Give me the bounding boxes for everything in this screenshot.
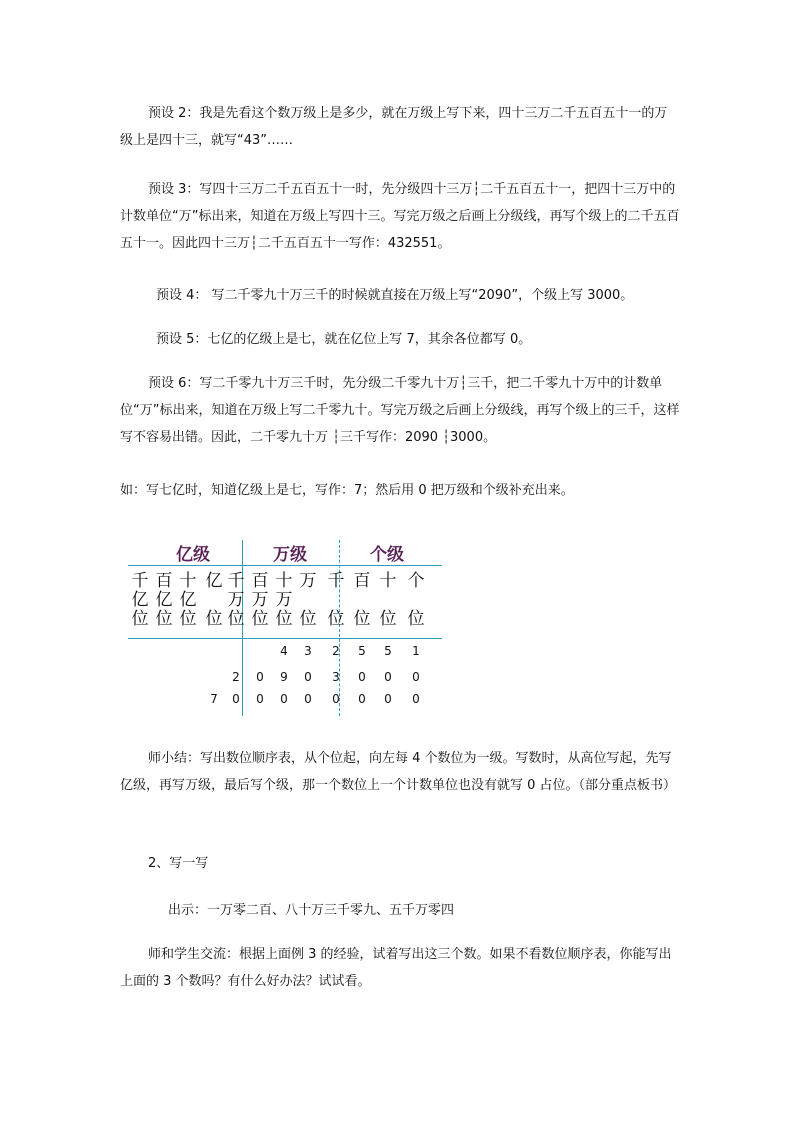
table-cell: 0	[256, 670, 264, 684]
top-rule	[128, 565, 442, 566]
table-cell: 0	[358, 692, 366, 706]
column-header: 个 位	[407, 571, 425, 629]
preset-3-paragraph: 预设 3：写四十三万二千五百五十一时，先分级四十三万┆二千五百五十一，把四十三万中的计数单位“万”标出来，知道在万级上写四十三。写完万级之后画上分级线，再写个级上的二千五百五十一。因此四十三万┆二千五百五十一写作：432551。	[120, 182, 680, 251]
table-cell: 2	[332, 644, 340, 658]
table-cell: 0	[232, 692, 240, 706]
level-wan-label: 万级	[273, 545, 307, 565]
table-cell: 0	[332, 692, 340, 706]
table-cell: 0	[304, 670, 312, 684]
table-cell: 0	[412, 692, 420, 706]
table-cell: 5	[384, 644, 392, 658]
show-paragraph: 出示：一万零二百、八十万三千零九、五千万零四	[168, 903, 455, 918]
level-ge-label: 个级	[370, 545, 404, 565]
table-cell: 0	[304, 692, 312, 706]
section-2-heading: 2、写一写	[148, 856, 209, 871]
column-header: 亿 位	[205, 571, 223, 629]
table-cell: 7	[210, 692, 218, 706]
column-header: 百 亿 位	[155, 571, 173, 629]
table-cell: 3	[332, 670, 340, 684]
column-header: 千 亿 位	[131, 571, 149, 629]
column-header: 百 位	[353, 571, 371, 629]
header-rule	[128, 638, 442, 639]
column-header: 百 万 位	[251, 571, 269, 629]
preset-2-paragraph: 预设 2：我是先看这个数万级上是多少，就在万级上写下来，四十三万二千五百五十一的万级上是四十三，就写“43”……	[120, 106, 668, 148]
table-cell: 3	[304, 644, 312, 658]
preset-6-paragraph: 预设 6：写二千零九十万三千时，先分级二千零九十万┆三千，把二千零九十万中的计数单位“万”标出来，知道在万级上写二千零九十。写完万级之后画上分级线，再写个级上的三千，这样写不容易出错。因此，二千零九十万 ┆三千写作：2090 ┆3000。	[120, 376, 680, 445]
table-cell: 0	[358, 670, 366, 684]
column-header: 十 位	[379, 571, 397, 629]
exchange-paragraph: 师和学生交流：根据上面例 3 的经验，试着写出这三个数。如果不看数位顺序表，你能写出上面的 3 个数吗？有什么好办法？试试看。	[120, 947, 672, 989]
table-cell: 2	[232, 670, 240, 684]
table-cell: 9	[280, 670, 288, 684]
summary-paragraph: 师小结：写出数位顺序表，从个位起，向左每 4 个数位为一级。写数时，从高位写起，先写亿级，再写万级，最后写个级，那一个数位上一个计数单位也没有就写 0 占位。（部分重点板书）	[120, 751, 677, 793]
column-header: 十 万 位	[275, 571, 293, 629]
table-cell: 4	[280, 644, 288, 658]
column-header: 千 万 位	[227, 571, 245, 629]
table-cell: 1	[412, 644, 420, 658]
table-cell: 0	[384, 670, 392, 684]
place-value-table	[128, 540, 458, 740]
column-header: 万 位	[299, 571, 317, 629]
table-cell: 0	[256, 692, 264, 706]
preset-5-paragraph: 预设 5：七亿的亿级上是七，就在亿位上写 7，其余各位都写 0。	[156, 332, 532, 347]
column-header: 十 亿 位	[179, 571, 197, 629]
column-header: 千 位	[327, 571, 345, 629]
table-cell: 5	[358, 644, 366, 658]
level-yi-label: 亿级	[176, 545, 210, 565]
example-paragraph: 如：写七亿时，知道亿级上是七，写作：7；然后用 0 把万级和个级补充出来。	[120, 483, 574, 498]
table-cell: 0	[280, 692, 288, 706]
preset-4-paragraph: 预设 4： 写二千零九十万三千的时候就直接在万级上写“2090”，个级上写 3000。	[156, 288, 634, 303]
table-cell: 0	[412, 670, 420, 684]
table-cell: 0	[384, 692, 392, 706]
